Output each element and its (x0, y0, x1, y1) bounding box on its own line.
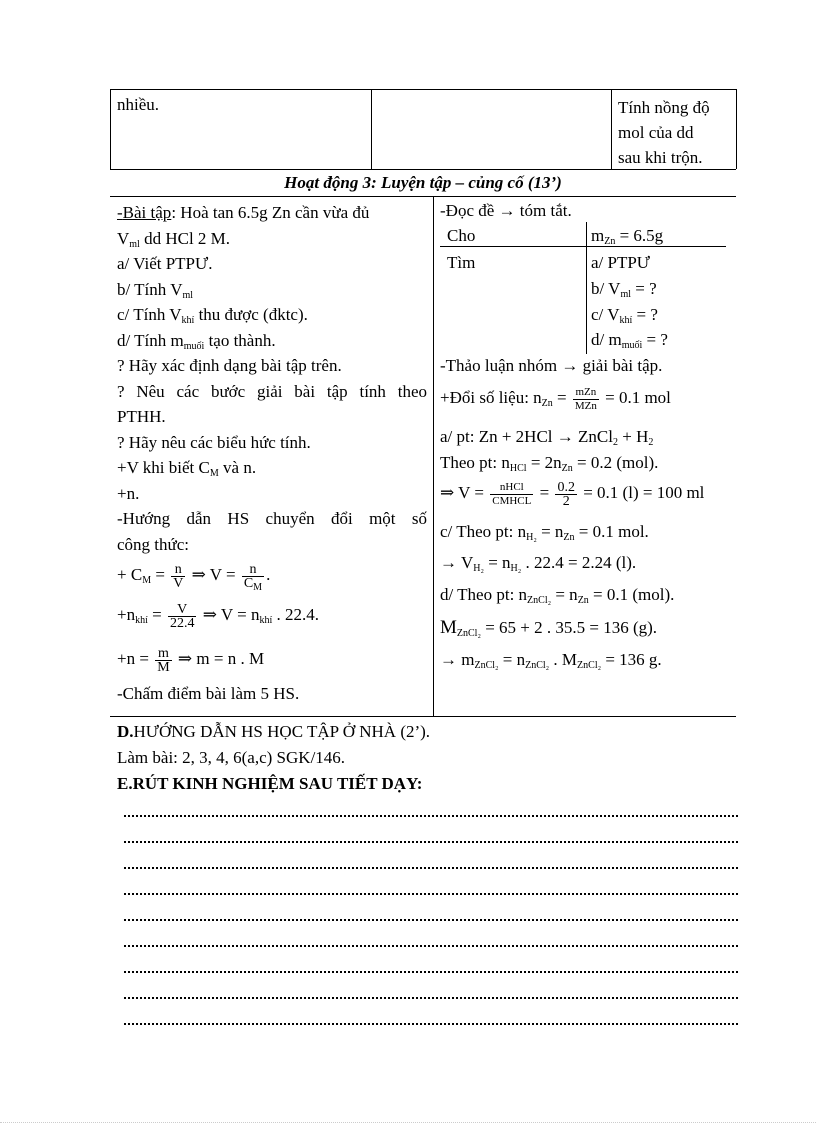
theo1-pre: Theo pt: n (440, 453, 510, 472)
task-d-rest: tạo thành. (204, 330, 276, 350)
exercise-label: Bài tập (122, 203, 172, 222)
f1-pre: + C (117, 565, 143, 584)
c-v-mid: = n (483, 553, 511, 572)
d-theo-mid: = n (551, 585, 578, 604)
c-theo-sub-2: Zn (563, 532, 575, 543)
find-d (591, 330, 668, 350)
f1-eq: = (151, 565, 170, 584)
top-right-line-3: sau khi trộn. (618, 148, 703, 167)
theo1-sub-2: Zn (561, 463, 573, 474)
section-d-text: HƯỚNG DẪN HS HỌC TẬP Ở NHÀ (2’). (133, 722, 431, 741)
top-right-cell (618, 95, 730, 170)
mass-mid-2: . M (549, 650, 578, 669)
find-b-pre: b/ V (591, 279, 621, 298)
f1-cm-sub: M (253, 581, 263, 593)
f2-sub-2: khí (259, 615, 273, 626)
conv-frac (573, 386, 599, 413)
guide-line-2: công thức: (117, 534, 190, 554)
vcalc-den: CMHCL (492, 494, 532, 507)
find-c-sub: khí (619, 315, 633, 326)
f1-sub: M (142, 575, 152, 586)
note-line-4[interactable] (124, 893, 738, 895)
f1-num-2: n (242, 563, 264, 577)
mzn-pre: m (591, 226, 605, 245)
table-left-border (110, 89, 111, 169)
f1-arrow: ⇒ V = (187, 565, 240, 584)
f1-num: n (171, 563, 185, 577)
discuss-line: -Thảo luận nhóm → giải bài tập. (440, 356, 663, 375)
molar-mass-line (440, 618, 657, 638)
question-2: ? Nêu các bước giải bài tập tính theo (117, 381, 427, 401)
section-d-title (117, 722, 430, 742)
d-theo-pre: d/ Theo pt: n (440, 585, 528, 604)
vcalc-num-2: 0.2 (557, 479, 575, 495)
theo1-rest: = 0.2 (mol). (572, 453, 659, 472)
c-v-sub: H₂ (473, 563, 484, 574)
task-a: a/ Viết PTPƯ. (117, 254, 213, 273)
mzn-sub: Zn (604, 236, 616, 247)
v-calc-line (440, 475, 704, 511)
f3-den: M (157, 659, 170, 675)
task-b (117, 277, 427, 303)
mzn-given (591, 226, 663, 246)
find-d-rest: = ? (642, 330, 668, 349)
pt-a-rest: + H (617, 427, 649, 446)
pt-a: a/ pt: Zn + 2HCl → ZnCl (440, 427, 613, 446)
top-right-line-1: Tính nồng độ (618, 98, 710, 117)
f1-end: . (266, 565, 271, 584)
formula-3 (117, 637, 427, 681)
section-d-homework: Làm bài: 2, 3, 4, 6(a,c) SGK/146. (117, 748, 346, 767)
vml-rest: dd HCl 2 M. (139, 228, 231, 248)
cho-label: Cho (447, 226, 476, 245)
task-d-sub: muối (183, 340, 205, 352)
f1-den-2 (242, 575, 264, 593)
f2-end: . 22.4. (272, 605, 319, 624)
note-line-6[interactable] (124, 945, 738, 947)
conv-pre: +Đổi số liệu: n (440, 388, 542, 407)
find-b (591, 279, 657, 299)
col-divider-1 (371, 89, 372, 169)
f2-den: 22.4 (169, 615, 195, 631)
find-a: a/ PTPƯ (591, 253, 651, 272)
conv-rest: = 0.1 mol (600, 388, 671, 407)
mass-pre: → m (440, 650, 475, 669)
guide-line-1: -Hướng dẫn HS chuyển đổi một số (117, 509, 427, 528)
activity-heading: Hoạt động 3: Luyện tập – củng cố (13’) (284, 173, 562, 192)
note-line-8[interactable] (124, 997, 738, 999)
theo1-sub: HCl (509, 463, 527, 474)
task-c-rest: thu được (đktc). (194, 305, 308, 324)
grade-line: -Chấm điểm bài làm 5 HS. (117, 684, 300, 703)
find-b-rest: = ? (631, 279, 657, 298)
find-c (591, 305, 658, 325)
c-v-sub-2: H₂ (510, 563, 522, 574)
vcalc-eq: = (535, 483, 554, 502)
v-rest: và n. (218, 458, 257, 477)
note-line-9[interactable] (124, 1023, 738, 1025)
note-line-7[interactable] (124, 971, 738, 973)
top-right-line-2: mol của dd (618, 123, 694, 142)
section-e-title: E.RÚT KINH NGHIỆM SAU TIẾT DẠY: (117, 774, 423, 793)
activity-bottom-border (110, 716, 736, 717)
mass-line (440, 650, 662, 670)
vml-sub: ml (129, 238, 140, 250)
find-c-rest: = ? (632, 305, 658, 324)
f3-frac (155, 647, 171, 674)
vcalc-num: nHCl (490, 481, 533, 495)
f1-cm: C (243, 575, 254, 591)
f1-frac (171, 563, 185, 590)
summary-table-divider (586, 222, 587, 354)
molar-mass-rest: = 65 + 2 . 35.5 = 136 (g). (480, 618, 658, 637)
formula-1 (117, 557, 427, 593)
c-v-rest: . 22.4 = 2.24 (l). (521, 553, 637, 572)
find-b-sub: ml (620, 289, 632, 300)
f3-rest: ⇒ m = n . M (173, 649, 265, 668)
f1-den: V (173, 575, 184, 591)
section-d-letter: D. (117, 722, 134, 741)
exercise-text: : Hoà tan 6.5g Zn cần vừa đủ (171, 203, 370, 222)
question-3: ? Hãy nêu các biểu hức tính. (117, 432, 311, 452)
f2-frac (168, 603, 197, 630)
conv-den: MZn (574, 399, 597, 412)
activity-col-divider (433, 196, 434, 716)
c-v-pre: → V (440, 553, 474, 572)
heading-divider (110, 196, 736, 197)
f2-arrow: ⇒ V = n (198, 605, 260, 624)
d-theo-sub-2: Zn (577, 595, 589, 606)
conv-num: mZn (573, 386, 599, 400)
read-line: -Đọc đề → tóm tắt. (440, 201, 572, 220)
d-theo-rest: = 0.1 (mol). (588, 585, 675, 604)
n-line: +n. (117, 483, 140, 503)
task-c (117, 302, 427, 328)
note-line-1[interactable] (124, 815, 738, 817)
convert-line (440, 380, 671, 416)
question-1: ? Hãy xác định dạng bài tập trên. (117, 356, 342, 375)
f2-pre: +n (117, 605, 136, 624)
vcalc-den-2: 2 (562, 493, 570, 509)
vcalc-pre: ⇒ V = (440, 483, 489, 502)
formula-2 (117, 593, 427, 637)
v-sub: M (209, 468, 219, 479)
v-pre: +V khi biết C (117, 458, 210, 477)
left-column (117, 200, 427, 707)
note-line-5[interactable] (124, 919, 738, 921)
conv-sub: Zn (541, 398, 553, 409)
mass-sub: ZnCl₂ (474, 660, 499, 671)
task-c-pre: c/ Tính V (117, 305, 182, 324)
pt-a-line (440, 427, 653, 447)
task-d (117, 328, 427, 354)
note-line-2[interactable] (124, 841, 738, 843)
question-2b: PTHH. (117, 407, 166, 426)
exercise-line: -Bài tập: Hoà tan 6.5g Zn cần vừa đủ (117, 203, 370, 222)
find-d-sub: muối (621, 340, 643, 351)
task-d-pre: d/ Tính m (117, 330, 184, 350)
tim-label: Tìm (447, 253, 476, 272)
find-c-pre: c/ V (591, 305, 620, 324)
mass-rest: = 136 g. (601, 650, 662, 669)
vcalc-frac (490, 481, 533, 508)
c-theo-mid: = n (536, 522, 564, 541)
c-v-line (440, 553, 636, 573)
c-theo-line (440, 522, 649, 542)
conv-eq: = (552, 388, 571, 407)
f2-eq: = (147, 605, 166, 624)
v-line (117, 455, 427, 481)
task-b-pre: b/ Tính V (117, 279, 183, 299)
pt-a-sub: 2 (612, 437, 618, 448)
c-theo-pre: c/ Theo pt: n (440, 522, 527, 541)
c-theo-sub: H₂ (526, 532, 537, 543)
c-theo-rest: = 0.1 mol. (574, 522, 649, 541)
d-theo-line (440, 585, 674, 605)
molar-mass-sub: ZnCl₂ (456, 628, 481, 639)
f2-sub: khí (135, 615, 148, 626)
vcalc-frac-2 (555, 481, 577, 508)
col-divider-2 (611, 89, 612, 169)
mass-mid: = n (498, 650, 526, 669)
molar-mass-pre: M (440, 617, 457, 638)
top-left-cell: nhiều. (117, 95, 160, 114)
task-b-sub: ml (182, 289, 194, 301)
summary-table-top (440, 246, 726, 247)
table-top-border (110, 89, 736, 90)
task-c-sub: khí (181, 315, 195, 326)
note-line-3[interactable] (124, 867, 738, 869)
f3-num: m (155, 647, 171, 661)
exercise-line-2 (117, 226, 427, 252)
mzn-rest: = 6.5g (615, 226, 664, 245)
mass-sub-3: ZnCl₂ (577, 660, 602, 671)
f1-frac-2 (242, 561, 264, 593)
f3-pre: +n = (117, 649, 154, 668)
vcalc-rest: = 0.1 (l) = 100 ml (578, 483, 705, 502)
f2-num: V (168, 603, 197, 617)
theo-line-1 (440, 453, 658, 473)
find-d-pre: d/ m (591, 330, 622, 349)
theo1-mid: = 2n (526, 453, 562, 472)
pt-a-sub-2: 2 (648, 437, 654, 448)
vml-symbol: V (117, 228, 130, 248)
d-theo-sub: ZnCl₂ (527, 595, 552, 606)
mass-sub-2: ZnCl₂ (525, 660, 550, 671)
table-right-border (736, 89, 737, 169)
